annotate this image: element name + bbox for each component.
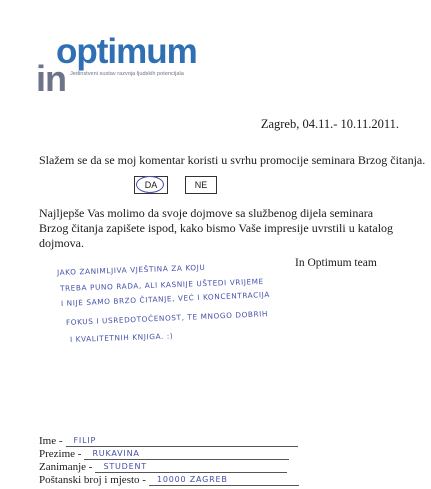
- first-name-line[interactable]: [66, 434, 298, 447]
- selected-option-circle: [136, 176, 164, 193]
- last-name-field: [39, 447, 289, 460]
- last-name-line[interactable]: [84, 447, 289, 460]
- team-signature: In Optimum team: [295, 257, 377, 269]
- occupation-label: Zanimanje -: [39, 461, 93, 473]
- logo-tagline: Jedinstveni sustav razvoja ljudskih potencijala: [70, 71, 184, 77]
- postal-code-city-label: Poštanski broj i mjesto -: [39, 474, 146, 486]
- postal-code-city-field: [39, 473, 299, 486]
- first-name-label: Ime -: [39, 435, 63, 447]
- occupation-line[interactable]: [95, 460, 287, 473]
- first-name-value: FILIP: [73, 436, 97, 445]
- handwritten-comment-line: TREBA PUNO RADA, ALI KASNIJE UŠTEDI VRIJEME: [59, 276, 264, 293]
- postal-code-city-value: 10000 ZAGREB: [156, 475, 228, 484]
- consent-no-box[interactable]: NE: [185, 176, 217, 194]
- in-optimum-logo: [36, 30, 236, 99]
- last-name-label: Prezime -: [39, 448, 82, 460]
- logo-prefix: in: [36, 58, 66, 99]
- handwritten-comment-line: I KVALITETNIH KNJIGA. :): [69, 331, 174, 344]
- date-location: Zagreb, 04.11.- 10.11.2011.: [260, 117, 399, 131]
- occupation-field: [39, 460, 287, 473]
- handwritten-comment-line: FOKUS I USREDOTOČENOST, TE MNOGO DOBRIH: [65, 309, 269, 327]
- handwritten-comment-line: I NIJE SAMO BRZO ČITANJE, VEĆ I KONCENTRACIJA: [60, 289, 271, 308]
- occupation-value: STUDENT: [103, 462, 147, 471]
- request-paragraph: Najljepše Vas molimo da svoje dojmove sa službenog dijela seminara Brzog čitanja zapišete ispod, kako bismo Vaše impresije uvrstili u katalog dojmova.: [39, 206, 394, 250]
- first-name-field: [39, 434, 298, 447]
- consent-statement: Slažem se da se moj komentar koristi u svrhu promocije seminara Brzog čitanja.: [39, 153, 426, 167]
- logo-name: optimum: [56, 32, 197, 71]
- postal-code-city-line[interactable]: [149, 473, 299, 486]
- last-name-value: RUKAVINA: [92, 449, 140, 458]
- consent-yes-box[interactable]: DA: [134, 176, 168, 194]
- handwritten-comment-line: JAKO ZANIMLJIVA VJEŠTINA ZA KOJU: [56, 262, 206, 277]
